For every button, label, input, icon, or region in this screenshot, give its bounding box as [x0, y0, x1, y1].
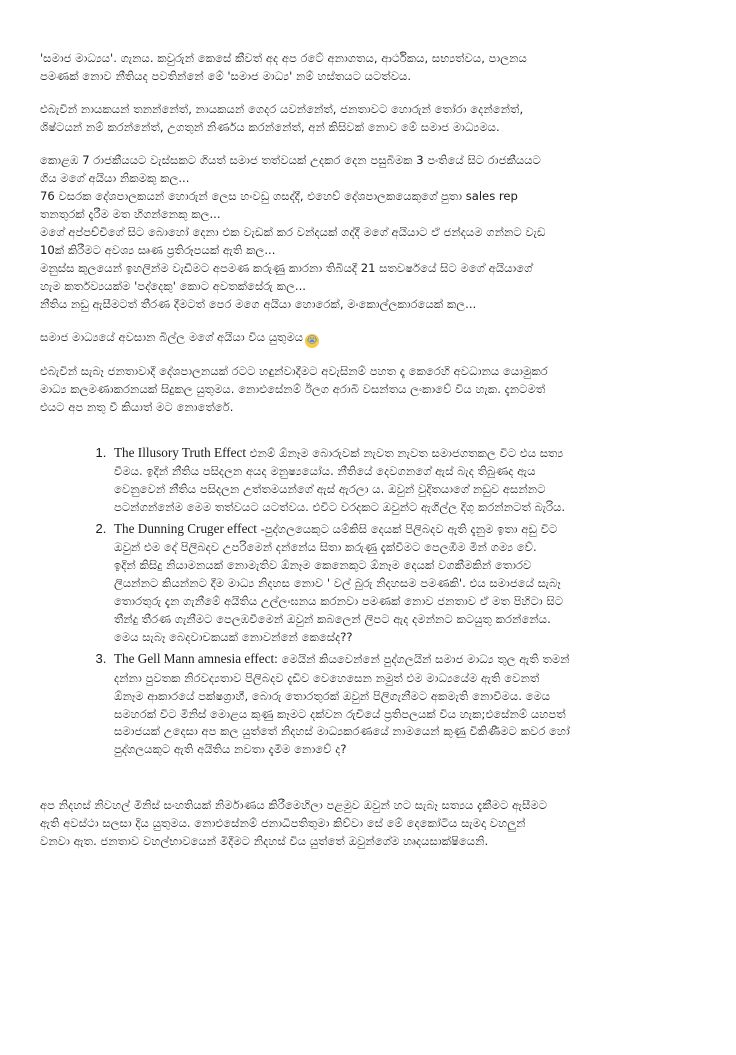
text-line: නීතිය නඩු ඇසීමටත් තීරණ දීමටත් පෙර මගෙ අයියා හොරෙක්, මංකොල්ලකාරයෙක් කල...: [40, 296, 477, 311]
text-line: ඕනෑම ආකාරයේ පක්ෂග්‍රාහී, බොරු තොරතුරක් ඔවුන් පිලිගැනීමට අකමැති නොවීමය. මෙය: [114, 688, 551, 703]
text-line: තීන්දු තීරණ ගැනීමට පෙලඹවීමෙන් ඔවුන් කබලෙන් ලිපට ඇද දමන්නට කටයුතු කරන්නේය.: [114, 612, 551, 627]
text-line: එබැවින් සැබෑ ජනතාවාදී දේශපාලනයක් රටට හඳුන්වාදීමට අවැසිනම් පහත දෑ කෙරෙහි අවධානය යොමුකර: [40, 363, 548, 378]
text-line: සමාජයක් උදෙසා අප කල යුත්තේ නිදහස් මාධ්‍යකරණයේ නාමයෙන් කුණු විකිණීමට කවර හෝ: [114, 724, 570, 739]
effect-name: The Illusory Truth Effect: [114, 444, 246, 460]
paragraph-victim: [40, 329, 716, 348]
paragraph-conclusion: [40, 797, 716, 851]
text-line: -පුද්ගලයෙකුට යම්කිසි දෙයක් පිලිබදව ඇති දැනුම ඉතා අඩු විට: [256, 521, 558, 536]
paragraph-leaders: [40, 101, 716, 137]
text-line: මනුස්ස කුලයෙන් ඉහලින්ම වැඩීමට අපමණ කරුණු කාරනා තිබියදී 21 සතවර්ෂයේ සිට මගේ අයියාගේ: [40, 260, 533, 275]
text-line: ගිය මගේ අයියා නිකමකු කල...: [40, 170, 190, 185]
text-line: ඇති අවස්ථා සලසා දිය යුතුමය. නොඑසේනම් ජනාධිපතිතුමා කිව්වා සේ මේ දෙකෝටිය සැමදා වහලුන්: [40, 816, 526, 831]
text-line: පුද්ගලයකුට ඇති අයිතිය නවතා දැමීම නොවේ ද?: [114, 742, 347, 757]
text-line: 76 වසරක දේශපාලකයන් හොරුන් ලෙස හංවඩු ගසද්දී, එහෙව් දේශපාලකයෙකුගේ පුතා sales rep: [40, 188, 518, 203]
list-item: [110, 443, 716, 517]
text-line: මෙය සැබෑ බෙදවාචකයක් නොවන්නේ කෙසේද??: [114, 630, 353, 645]
text-line: එයට අප නතු වී කියාත් මට නොතේරේ.: [40, 399, 234, 414]
effect-name: The Dunning Cruger effect: [114, 520, 257, 536]
spacer: [40, 777, 716, 797]
text-line: ඉදින් කිසිදු නියාමනයක් නොමැතිව ඕනෑම කෙනෙකුට ඕනෑම දෙයක් වගකීමකින් තොරව: [114, 558, 532, 573]
text-line: ඔවුන් එම දේ පිලිබදව උපරිමෙන් දන්නේය සිතා කරුණු දැක්වීමට පෙලඹීම මින් ගම්‍ය වේ.: [114, 540, 537, 555]
text-line: සමහරක් විට මිනිස් මොළය කුණු කෑමට දක්වන රුචියේ ප්‍රතිපලයක් විය හැක;එසේනම් යහපත්: [114, 706, 566, 721]
text-line: වනවා ඇත. ජනතාව වහල්භාවයෙන් මිදීමට නිදහස් විය යුත්තේ ඔවුන්ගේම හෘදයසාක්ෂියෙනි.: [40, 834, 489, 849]
text-line: පටන්ගන්නේම මෙම තත්වයට යටත්වය. එවිට වරදකට ඔවුන්ට ඇගිල්ල දිගු කරන්නටත් බැරිය.: [114, 499, 566, 514]
text-line: හැම කර්තව්‍යයක්ම 'පද්දෙකු' කොට අවතක්සේරු කල...: [40, 278, 306, 293]
text-line: ලියන්නට කියන්නට දීම මාධ්‍ය නිදහස නොව ' වල් බුරු නිදහසම පමණකි'. එය සමාජයේ සැබෑ: [114, 576, 561, 591]
crying-face-icon: 😭: [306, 334, 318, 346]
paragraph-appeal: [40, 363, 716, 417]
text-line: මගේ අප්පච්චිගේ සිට බොහෝ දෙනා එක වැඩක් කර වන්දයක් ගද්දී මගේ අයියාට ඒ ජන්දයම ගන්නට වැඩ: [40, 224, 546, 239]
text-line: එනම් ඕනෑම බොරුවක් නැවත නැවත සමාජගතකල විට එය සත්‍ය: [245, 445, 564, 460]
text-line: අප නිදහස් නිවහල් මිනිස් සංහතියක් නිර්මාණය කිරීමෙහිලා පළමුව ඔවුන් හට සැබෑ සත්‍යය දැකීමට ඇසීමට: [40, 798, 548, 813]
list-item: [110, 519, 716, 647]
text-line: සමාජ මාධ්‍යයේ අවසාන බිල්ල මගේ අයියා විය යුතුමය: [40, 329, 304, 344]
text-line: 10ක් කිරීමට අවශ්‍ය සෘණ ප්‍රතිරූපයක් ඇති කල...: [40, 242, 276, 257]
text-line: තනතුරක් දැරීම මත හිගන්නෙකු කල...: [40, 206, 221, 221]
list-item: [110, 649, 716, 759]
document-body: [40, 50, 716, 866]
text-line: වෙනුවෙන් නීතිය පසිදලන උත්තමයන්ගේ ඇස් ඇරලා ය. ඔවුන් වුදිතයාගේ නඩුව අසන්නට: [114, 481, 546, 496]
effects-list: [40, 443, 716, 760]
text-line: වීමය. ඉදින් නීතිය පසිදලන අයද මනුෂ්‍යයෝය. නීතියේ දෙවගනගේ ඇස් බැද තිබුණද ඇය: [114, 463, 536, 478]
text-line: මෙයින් කියවෙන්නේ පුද්ගලයින් සමාජ මාධ්‍ය තුල ඇති තමන්: [277, 652, 570, 667]
text-line: 'සමාජ මාධ්‍යය'. ගැනය. කවුරුන් කෙසේ කීවත් අද අප රටේ අනාගතය, ආර්ථිකය, සභ්‍යත්වය, පාලනය: [40, 51, 527, 65]
text-line: පමණක් නොව නීතියද පවතින්නේ මේ 'සමාජ මාධ්‍ය' නම් හස්තයට යටත්වය.: [40, 68, 412, 83]
text-line: ශිෂ්ටයන් නම් කරන්නේත්, උගතුන් නිර්ණය කරන්නේත්, අන් කිසිවක් නොව මේ සමාජ මාධ්‍යමය.: [40, 119, 500, 134]
text-line: එබැවින් නායකයන් තනන්නේත්, නායකයන් ගෙදර යවන්නේත්, ජනතාවට හොරුන් තෝරා දෙන්නේත්,: [40, 101, 524, 116]
paragraph-intro: [40, 50, 716, 86]
effect-name: The Gell Mann amnesia effect:: [114, 651, 278, 667]
text-line: තොරතුරු දැන ගැනීමේ අයිතිය උල්ලංඝනය කරනවා පමණක් නොව ජනතාව ඒ මත පිහිටා සිට: [114, 594, 564, 609]
text-line: දන්නා පුවතක නිරවද්‍යතාව පිලිබදව දැඩිව වෙහෙසෙන නමුත් එම මාධ්‍යයේම ඇති වෙනත්: [114, 670, 540, 685]
text-line: මාධ්‍ය කලමණාකරනයක් සිදුකල යුතුමය. නොඑසේනම් ඊලග අරාබි වසන්තය ලංකාවේ විය හැක. දැනටමත්: [40, 381, 546, 396]
paragraph-brother: [40, 152, 716, 314]
text-line: කොළඹ 7 රාජකීයයට වැස්සකට ගියත් සමාජ තත්වයක් උදකර දෙන පසුබිමක 3 පංතියේ සිට රාජකීයයට: [40, 152, 541, 167]
